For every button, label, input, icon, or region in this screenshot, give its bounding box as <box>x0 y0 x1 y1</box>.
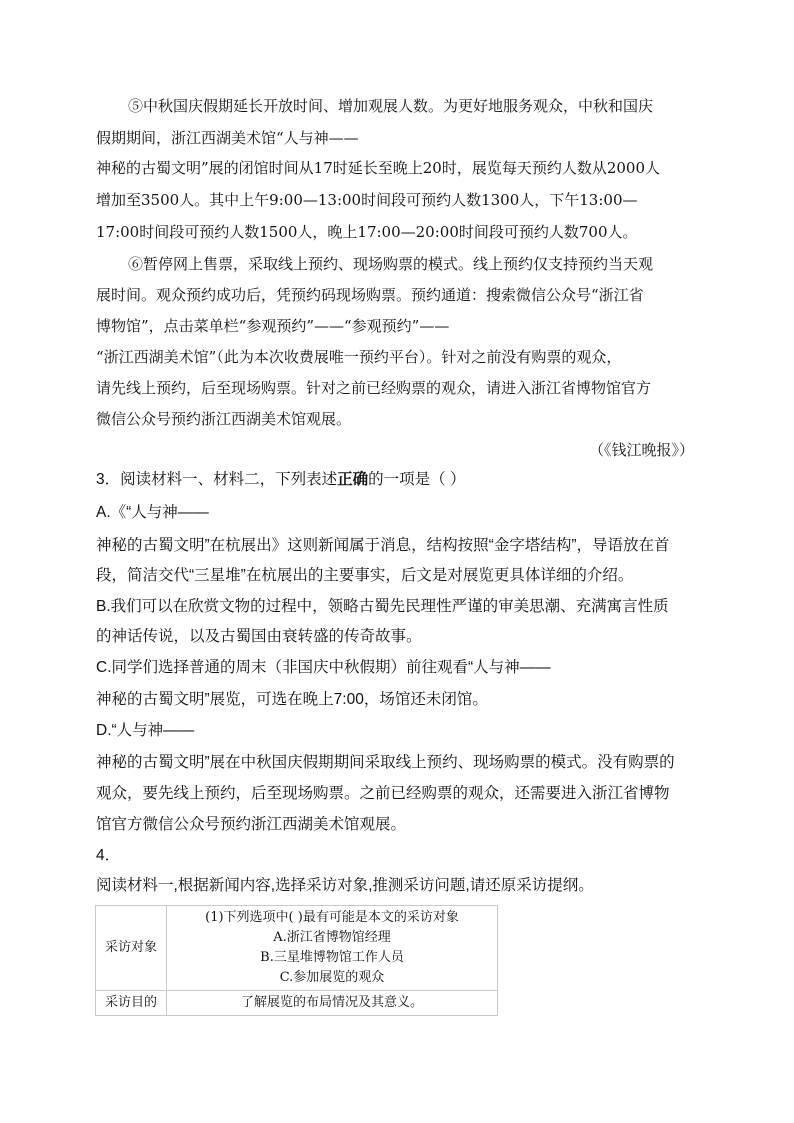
interviewee-label: 采访对象 <box>96 906 167 991</box>
para5-line-5: 17:00时间段可预约人数1500人，晚上17:00—20:00时间段可预约人数700人。 <box>96 223 638 241</box>
option-b-line-1: B.我们可以在欣赏文物的过程中，领略古蜀先民理性严谨的审美思潮、充满寓言性质 <box>96 598 669 615</box>
option-a-line-2: 神秘的古蜀文明”在杭展出》这则新闻属于消息，结构按照“金字塔结构”，导语放在首 <box>96 537 670 554</box>
interview-purpose-label: 采访目的 <box>96 991 167 1016</box>
option-d-line-1: D.“人与神—— <box>96 722 195 739</box>
para6-line-4: “浙江西湖美术馆”（此为本次收费展唯一预约平台）。针对之前没有购票的观众， <box>96 348 622 366</box>
option-c-line-2: 神秘的古蜀文明”展览，可选在晚上7:00，场馆还未闭馆。 <box>96 691 488 708</box>
question3-stem <box>96 470 465 490</box>
interviewee-question: (1)下列选项中( )最有可能是本文的采访对象 <box>205 910 459 925</box>
interviewee-question-cell <box>167 906 498 991</box>
question3-stem-suffix: 的一项是（ ） <box>368 471 466 488</box>
para5-line-2: 假期期间，浙江西湖美术馆“人与神—— <box>96 129 359 147</box>
news-source: （《钱江晚报》） <box>588 441 694 459</box>
para5-line-1: ⑤中秋国庆假期延长开放时间、增加观展人数。为更好地服务观众，中秋和国庆 <box>128 97 654 115</box>
table-row <box>96 906 498 991</box>
question4-number: 4． <box>96 847 121 864</box>
table-row <box>96 991 498 1016</box>
interview-outline-table <box>95 905 498 1016</box>
interviewee-option-c: C.参加展览的观众 <box>279 970 385 985</box>
interviewee-option-a: A.浙江省博物馆经理 <box>273 930 391 945</box>
question3-stem-prefix: 3．阅读材料一、材料二，下列表述 <box>96 471 338 488</box>
option-c-line-1: C.同学们选择普通的周末（非国庆中秋假期）前往观看“人与神—— <box>96 659 551 676</box>
para6-line-2: 展时间。观众预约成功后，凭预约码现场购票。预约通道：搜索微信公众号“浙江省 <box>96 286 644 304</box>
para6-line-1: ⑥暂停网上售票，采取线上预约、现场购票的模式。线上预约仅支持预约当天观 <box>128 255 654 273</box>
option-d-line-3: 观众，要先线上预约，后至现场购票。之前已经购票的观众，还需要进入浙江省博物 <box>96 785 670 802</box>
para6-line-6: 微信公众号预约浙江西湖美术馆观展。 <box>96 410 352 428</box>
para5-line-3: 神秘的古蜀文明”展的闭馆时间从17时延长至晚上20时，展览每天预约人数从2000人 <box>96 159 661 177</box>
interviewee-option-b: B.三星堆博物馆工作人员 <box>260 950 404 965</box>
para6-line-3: 博物馆”，点击菜单栏“参观预约”——“参观预约”—— <box>96 317 450 335</box>
para6-line-5: 请先线上预约，后至现场购票。针对之前已经购票的观众，请进入浙江省博物馆官方 <box>96 379 652 397</box>
question3-stem-emphasis: 正确 <box>337 471 369 488</box>
option-a-line-3: 段，简洁交代“三星堆”在杭展出的主要事实，后文是对展览更具体详细的介绍。 <box>96 567 634 584</box>
option-d-line-2: 神秘的古蜀文明”展在中秋国庆假期期间采取线上预约、现场购票的模式。没有购票的 <box>96 754 675 771</box>
interview-purpose-content: 了解展览的布局情况及其意义。 <box>167 991 498 1016</box>
question4-stem: 阅读材料一,根据新闻内容,选择采访对象,推测采访问题,请还原采访提纲。 <box>96 877 594 894</box>
option-d-line-4: 馆官方微信公众号预约浙江西湖美术馆观展。 <box>96 816 407 833</box>
para5-line-4: 增加至3500人。其中上午9:00—13:00时间段可预约人数1300人，下午13:00— <box>96 191 638 209</box>
option-b-line-2: 的神话传说，以及古蜀国由衰转盛的传奇故事。 <box>96 628 422 645</box>
option-a-line-1: A.《“人与神—— <box>96 504 209 521</box>
